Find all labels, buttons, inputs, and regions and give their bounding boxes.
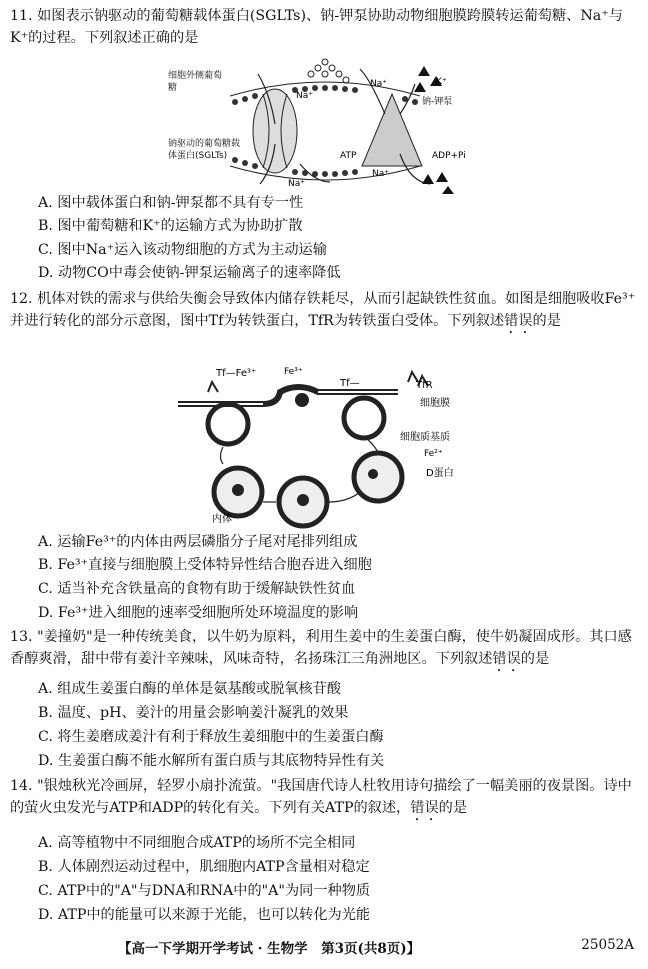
tf-label: Tf— xyxy=(340,378,360,389)
q13-stem-c: 的是 xyxy=(520,650,550,667)
matrix-label: 细胞质基质 xyxy=(400,432,450,443)
question-14-stem xyxy=(10,776,638,824)
tfr-label: TfR xyxy=(416,380,433,391)
footer-code: 25052A xyxy=(581,937,634,953)
q14-stem-c: 的是 xyxy=(438,799,468,816)
na-label-4: Na⁺ xyxy=(372,169,389,179)
q12-option-a[interactable]: A. 运输Fe³⁺的内体由两层磷脂分子尾对尾排列组成 xyxy=(38,534,358,550)
q14-option-b[interactable]: B. 人体剧烈运动过程中，肌细胞内ATP含量相对稳定 xyxy=(38,859,370,875)
endosome-label: 内体 xyxy=(212,514,232,525)
figure-iron-endocytosis xyxy=(168,362,488,530)
outside-glucose-label: 细胞外侧葡萄糖 xyxy=(168,71,223,93)
q12-option-c[interactable]: C. 适当补充含铁量高的食物有助于缓解缺铁性贫血 xyxy=(38,581,356,597)
sglt-label: 钠驱动的葡萄糖载体蛋白(SGLTs) xyxy=(168,139,241,161)
q14-stem-emphasis: 错误 xyxy=(410,799,439,816)
q11-option-b[interactable]: B. 图中葡萄糖和K⁺的运输方式为协助扩散 xyxy=(38,218,303,234)
tf-fe-label: Tf—Fe³⁺ xyxy=(216,368,257,379)
footer-title: 【高一下学期开学考试 · 生物学 第3页(共8页)】 xyxy=(118,941,421,957)
membrane-label: 细胞膜 xyxy=(420,398,450,409)
q12-option-b[interactable]: B. Fe³⁺直接与细胞膜上受体特异性结合胞吞进入细胞 xyxy=(38,557,372,573)
question-11-stem: 11. 如图表示钠驱动的葡萄糖载体蛋白(SGLTs)、钠-钾泵协助动物细胞膜跨膜转运葡萄糖、Na⁺与K⁺的过程。下列叙述正确的是 xyxy=(10,8,623,46)
pump-label: 钠-钾泵 xyxy=(422,97,453,107)
q13-option-a[interactable]: A. 组成生姜蛋白酶的单体是氨基酸或脱氧核苷酸 xyxy=(38,681,342,697)
question-12-stem xyxy=(10,289,638,337)
q12-option-d[interactable]: D. Fe³⁺进入细胞的速率受细胞所处环境温度的影响 xyxy=(38,605,359,621)
na-label-3: Na⁺ xyxy=(288,179,305,189)
q11-option-a[interactable]: A. 图中载体蛋白和钠-钾泵都不具有专一性 xyxy=(38,195,304,211)
q13-option-b[interactable]: B. 温度、pH、姜汁的用量会影响姜汁凝乳的效果 xyxy=(38,705,349,721)
fe-free-label: Fe³⁺ xyxy=(284,367,303,377)
fe2-label: Fe²⁺ xyxy=(424,449,443,459)
adp-label: ADP+Pi xyxy=(432,151,466,161)
k-label: K⁺ xyxy=(436,77,447,87)
q13-option-d[interactable]: D. 生姜蛋白酶不能水解所有蛋白质与其底物特异性有关 xyxy=(38,753,385,769)
q12-stem-c: 的是 xyxy=(532,312,561,329)
q11-option-c[interactable]: C. 图中Na⁺运入该动物细胞的方式为主动运输 xyxy=(38,242,327,258)
q14-stem-a: 14. "银烛秋光冷画屏，轻罗小扇扑流萤。"我国唐代诗人杜牧用诗句描绘了一幅美丽的夜景图。诗中的萤火虫发光与ATP和ADP的转化有关。下列有关ATP的叙述， xyxy=(10,778,632,816)
q13-stem-emphasis: 错误 xyxy=(492,650,521,667)
q12-stem-a: 12. 机体对铁的需求与供给失衡会导致体内储存铁耗尽，从而引起缺铁性贫血。如图是细胞吸收Fe³⁺并进行转化的部分示意图，图中Tf为转铁蛋白，TfR为转铁蛋白受体。下列叙述 xyxy=(10,291,636,329)
q11-option-d[interactable]: D. 动物CO中毒会使钠-钾泵运输离子的速率降低 xyxy=(38,265,341,281)
question-13-stem xyxy=(10,627,638,675)
q14-option-d[interactable]: D. ATP中的能量可以来源于光能，也可以转化为光能 xyxy=(38,907,371,923)
q12-stem-emphasis: 错误 xyxy=(504,312,533,329)
q13-option-c[interactable]: C. 将生姜磨成姜汁有利于释放生姜细胞中的生姜蛋白酶 xyxy=(38,729,384,745)
d-protein-label: D蛋白 xyxy=(426,468,454,479)
q13-stem-a: 13. "姜撞奶"是一种传统美食，以牛奶为原料，利用生姜中的生姜蛋白酶，使牛奶凝固成形。其口感香醇爽滑，甜中带有姜汁辛辣味，风味奇特，名扬珠江三角洲地区。下列叙述 xyxy=(10,629,632,667)
na-label-1: Na⁺ xyxy=(296,91,313,101)
q14-option-a[interactable]: A. 高等植物中不同细胞合成ATP的场所不完全相同 xyxy=(38,835,356,851)
q14-option-c[interactable]: C. ATP中的"A"与DNA和RNA中的"A"为同一种物质 xyxy=(38,883,371,899)
na-label-2: Na⁺ xyxy=(370,79,387,89)
atp-label: ATP xyxy=(340,151,357,161)
